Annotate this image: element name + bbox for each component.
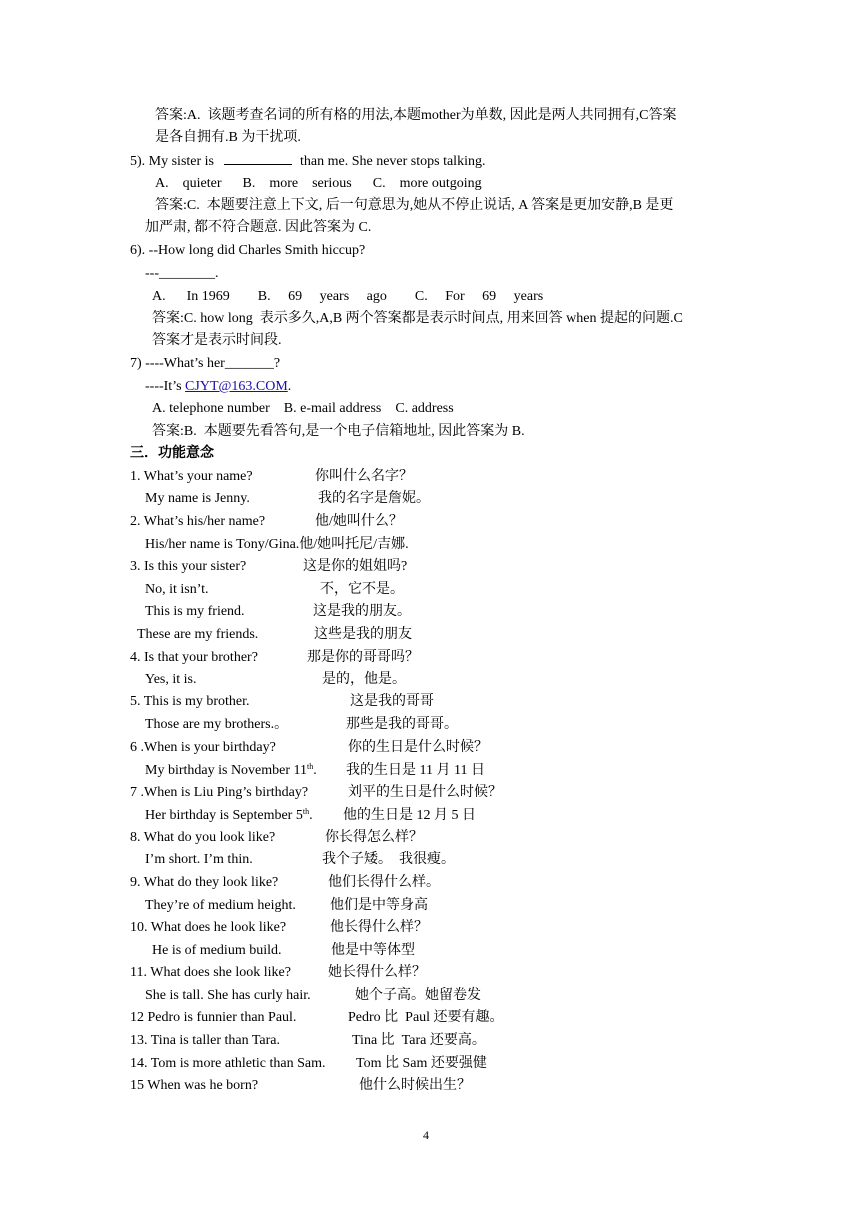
phrase-zh: 你的生日是什么时候？: [348, 740, 488, 755]
phrase-en: [145, 986, 311, 1006]
phrase-en-text: She is tall. She has curly hair.: [145, 988, 311, 1003]
question-5-options: A. quieter B. more serious C. more outgoing: [155, 176, 482, 191]
phrase-zh: 你长得怎么样？: [325, 830, 423, 845]
phrase-zh: 我的名字是詹妮。: [318, 491, 430, 506]
phrase-en: [130, 467, 253, 487]
phrase-en: [130, 963, 291, 983]
phrase-en-text: Yes, it is.: [145, 672, 197, 687]
phrase-en: [130, 557, 246, 577]
phrase-en-tail: .: [309, 808, 313, 823]
phrase-zh: 刘平的生日是什么时候？: [348, 785, 502, 800]
answer-blank: [224, 151, 292, 165]
phrase-en-text: His/her name is Tony/Gina.他/她叫托尼/吉娜.: [145, 537, 409, 552]
question-5-answer-line2: 加严肃, 都不符合题意. 因此答案为 C.: [145, 220, 372, 235]
phrase-en: [145, 602, 245, 622]
phrase-zh: Tom 比 Sam 还要强健: [356, 1056, 487, 1071]
phrase-zh: 这是你的姐姐吗?: [303, 559, 408, 574]
question-7-options: A. telephone number B. e-mail address C. address: [152, 401, 454, 416]
phrase-en: [130, 1031, 280, 1051]
phrase-en-text: 8. What do you look like?: [130, 830, 276, 845]
phrase-zh: 她个子高。她留卷发: [355, 988, 481, 1003]
question-6-options: A. In 1969 B. 69 years ago C. For 69 years: [152, 289, 544, 304]
question-7-answer: 答案:B. 本题要先看答句,是一个电子信箱地址, 因此答案为 B.: [152, 424, 525, 439]
phrase-zh: 是的，他是。: [322, 672, 406, 687]
phrase-zh: 他们长得什么样。: [328, 875, 440, 890]
phrase-en: [145, 896, 296, 916]
phrase-en: [130, 828, 275, 848]
phrase-en-text: 13. Tina is taller than Tara.: [130, 1033, 281, 1048]
phrase-zh: 那些是我的哥哥。: [346, 717, 458, 732]
phrase-en: [130, 692, 250, 712]
phrase-en-text: They’re of medium height.: [145, 898, 296, 913]
phrase-en: [130, 783, 308, 803]
answer-note-q4-line1: 答案:A. 该题考查名词的所有格的用法,本题mother为单数, 因此是两人共同拥有,C答案: [155, 108, 677, 123]
phrase-en-text: 10. What does he look like?: [130, 920, 287, 935]
phrase-en-text: These are my friends.: [137, 627, 259, 642]
phrase-en-text: 9. What do they look like?: [130, 875, 279, 890]
phrase-en-text: My birthday is November 11: [145, 763, 308, 778]
phrase-en: [130, 918, 286, 938]
phrase-en-text: 15 When was he born?: [130, 1078, 259, 1093]
phrase-zh: 她长得什么样？: [328, 965, 426, 980]
phrase-en-text: Those are my brothers.。: [145, 717, 289, 732]
phrase-en-text: Her birthday is September 5: [145, 808, 303, 823]
phrase-en-text: 1. What’s your name?: [130, 469, 253, 484]
phrase-en: [130, 1054, 326, 1074]
phrase-en: [130, 738, 276, 758]
phrase-en: [130, 1076, 258, 1096]
phrase-zh: 他是中等体型: [331, 943, 415, 958]
question-7: 7) ----What’s her_______?: [130, 356, 281, 371]
phrase-en-text: 7 .When is Liu Ping’s birthday?: [130, 785, 309, 800]
phrase-zh: 他们是中等身高: [330, 898, 428, 913]
phrase-zh: 这是我的哥哥: [350, 694, 434, 709]
phrase-zh: 不，它不是。: [320, 582, 404, 597]
phrase-zh: Pedro 比 Paul 还要有趣。: [348, 1010, 504, 1025]
phrase-en-text: 14. Tom is more athletic than Sam.: [130, 1056, 326, 1071]
phrase-en: [145, 850, 253, 870]
phrase-en: [137, 625, 258, 645]
phrase-zh: 这些是我的朋友: [314, 627, 412, 642]
phrase-en-text: 12 Pedro is funnier than Paul.: [130, 1010, 297, 1025]
phrase-en: [130, 873, 278, 893]
phrase-en: [145, 715, 288, 735]
phrase-en: [130, 1008, 296, 1028]
question-6-blank: ---________.: [145, 266, 219, 281]
page-number: 4: [423, 1128, 429, 1142]
ordinal-suffix: th: [302, 807, 310, 816]
question-6: 6). --How long did Charles Smith hiccup?: [130, 243, 366, 258]
phrase-en-text: This is my friend.: [145, 604, 245, 619]
phrase-zh: 他/她叫什么？: [315, 514, 403, 529]
phrase-en: [145, 535, 409, 555]
answer-note-q4-line2: 是各自拥有.B 为干扰项.: [155, 130, 301, 145]
phrase-zh: 那是你的哥哥吗？: [307, 650, 419, 665]
question-5: [130, 151, 485, 172]
question-5-post: than me. She never stops talking.: [300, 154, 486, 169]
email-link[interactable]: CJYT@163.COM: [185, 379, 288, 394]
phrase-zh: 这是我的朋友。: [313, 604, 411, 619]
question-7-reply-pre: ----It’s: [145, 379, 186, 394]
phrase-en-tail: .: [313, 763, 317, 778]
phrase-en-text: 11. What does she look like?: [130, 965, 291, 980]
phrase-en: [145, 806, 313, 826]
section-title: 三．功能意念: [130, 446, 214, 461]
phrase-zh: 他的生日是 12 月 5 日: [343, 808, 476, 823]
phrase-en: [145, 580, 209, 600]
phrase-en: [145, 670, 197, 690]
phrase-en-text: My name is Jenny.: [145, 491, 250, 506]
phrase-en: [130, 512, 265, 532]
phrase-en-text: 4. Is that your brother?: [130, 650, 258, 665]
phrase-zh: 我个子矮。 我很瘦。: [322, 852, 455, 867]
ordinal-suffix: th: [307, 762, 314, 771]
question-5-pre: 5). My sister is: [130, 154, 214, 169]
phrase-en-text: No, it isn’t.: [145, 582, 209, 597]
phrase-zh: 你叫什么名字？: [315, 469, 413, 484]
phrase-en-text: 3. Is this your sister?: [130, 559, 247, 574]
question-5-answer-line1: 答案:C. 本题要注意上下文, 后一句意思为,她从不停止说话, A 答案是更加安静,B 是更: [155, 198, 674, 213]
phrase-en-text: He is of medium build.: [152, 943, 282, 958]
phrase-en: [145, 489, 250, 509]
phrase-en-text: 5. This is my brother.: [130, 694, 250, 709]
phrase-zh: 我的生日是 11 月 11 日: [346, 763, 485, 778]
phrase-en-text: 6 .When is your birthday?: [130, 740, 276, 755]
phrase-zh: 他什么时候出生？: [359, 1078, 471, 1093]
phrase-zh: Tina 比 Tara 还要高。: [352, 1033, 486, 1048]
phrase-en-text: 2. What’s his/her name?: [130, 514, 266, 529]
phrase-en: [130, 648, 258, 668]
question-6-answer-line1: 答案:C. how long 表示多久,A,B 两个答案都是表示时间点, 用来回答 when 提起的问题.C: [152, 311, 683, 326]
phrase-en: [152, 941, 282, 961]
phrase-en-text: I’m short. I’m thin.: [145, 852, 253, 867]
question-6-answer-line2: 答案才是表示时间段.: [152, 333, 282, 348]
phrase-zh: 他长得什么样？: [330, 920, 428, 935]
phrase-en: [145, 761, 317, 781]
question-7-reply-post: .: [287, 379, 292, 394]
question-7-reply: [145, 377, 291, 397]
